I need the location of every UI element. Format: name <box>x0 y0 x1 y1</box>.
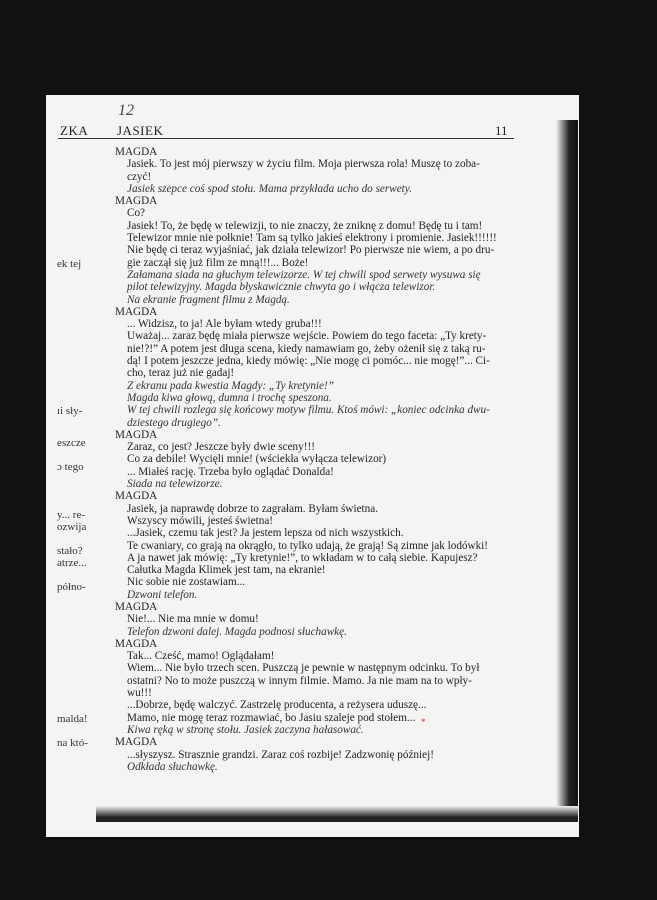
dialogue-line: Nic sobie nie zostawiam... <box>127 576 246 589</box>
stage-direction: Kiwa ręką w stronę stołu. Jasiek zaczyna hałasować. <box>127 723 364 736</box>
margin-fragment: ek tej <box>57 258 82 270</box>
red-mark: * <box>421 717 426 727</box>
dialogue-line: gie zaczął się już film ze mną!!!... Boże! <box>127 256 309 269</box>
stage-direction: Jasiek szepce coś spod stołu. Mama przykłada ucho do serwety. <box>127 182 412 195</box>
dialogue-line: Telewizor mnie nie połknie! Tam są tylko jakieś elektrony i promienie. Jasiek!!!!!! <box>127 232 497 245</box>
page-number: 11 <box>495 123 508 138</box>
character-name: MAGDA <box>115 637 158 650</box>
dialogue-line: ...Dobrze, będę walczyć. Zastrzelę producenta, a reżysera uduszę... <box>127 699 427 712</box>
dialogue-line: A ja nawet jak mówię: „Ty kretynie!”, to wkładam w to całą siebie. Kapujesz? <box>127 551 478 564</box>
dialogue-line: nie!?!” A potem jest długa scena, kiedy namawiam go, żeby ożenił się z taką ru- <box>127 342 486 355</box>
margin-fragment: eszcze <box>57 437 86 449</box>
margin-fragment: y... re- <box>57 509 85 521</box>
stage-direction: Magda kiwa głową, dumna i trochę speszona. <box>127 391 332 404</box>
stage-direction: Z ekranu pada kwestia Magdy: „Ty kretynie!” <box>127 379 334 392</box>
stage-direction: pilot telewizyjny. Magda błyskawicznie chwyta go i włącza telewizor. <box>127 281 436 294</box>
dialogue-line: Zaraz, co jest? Jeszcze były dwie sceny!!! <box>127 441 315 454</box>
stage-direction: dziestego drugiego”. <box>127 416 221 429</box>
margin-fragment: ozwija <box>57 521 87 533</box>
character-name: MAGDA <box>115 428 158 441</box>
margin-fragment: malda! <box>57 713 88 725</box>
dialogue-line: ... Widzisz, to ja! Ale byłam wtedy gruba!!! <box>127 318 322 331</box>
stage-direction: Telefon dzwoni dalej. Magda podnosi słuchawkę. <box>127 625 347 638</box>
stage-direction: Załamana siada na głuchym telewizorze. W tej chwili spod serwety wysuwa się <box>127 268 481 281</box>
stage-direction: Odkłada słuchawkę. <box>127 760 218 773</box>
dialogue-line: Jasiek, ja naprawdę dobrze to zagrałam. Byłam świetna. <box>127 502 379 515</box>
dialogue-line: dą! I potem jeszcze jedna, kiedy mówię: „Nie mogę ci pomóc... nie mogę!”... Ci- <box>127 355 490 368</box>
character-name: MAGDA <box>115 490 158 503</box>
page-edge-shadow <box>556 120 578 810</box>
stage-direction: Dzwoni telefon. <box>127 588 198 601</box>
header-title: JASIEK <box>117 123 164 138</box>
dialogue-line: cho, teraz już nie gadaj! <box>127 367 235 380</box>
dialogue-line: Całutka Magda Klimek jest tam, na ekranie! <box>127 564 326 577</box>
margin-fragment: atrze... <box>57 557 87 569</box>
dialogue-line: czyć! <box>127 170 152 183</box>
dialogue-line: Co za debile! Wycięli mnie! (wściekła wyłącza telewizor) <box>127 453 387 466</box>
dialogue-line: Uważaj... zaraz będę miała pierwsze wejście. Powiem do tego faceta: „Ty krety- <box>127 330 487 343</box>
handwritten-page-number: 12 <box>118 102 134 119</box>
dialogue-line: wu!!! <box>127 687 152 700</box>
character-name: MAGDA <box>115 736 158 749</box>
dialogue-line: Jasiek. To jest mój pierwszy w życiu film. Moja pierwsza rola! Muszę to zoba- <box>127 158 480 171</box>
margin-fragment: ıi sły- <box>57 405 83 417</box>
margin-fragment: ɔ tego <box>57 461 84 473</box>
dialogue-line: Te cwaniary, co grają na okrągło, to tylko udają, że grają! Są zimne jak lodówki! <box>127 539 489 552</box>
dialogue-line: Nie!... Nie ma mnie w domu! <box>127 613 259 626</box>
dialogue-line: ... Miałeś rację. Trzeba było oglądać Donalda! <box>127 465 334 478</box>
page-bottom-shadow <box>96 806 578 822</box>
stage-direction: W tej chwili rozlega się końcowy motyw filmu. Ktoś mówi: „koniec odcinka dwu- <box>127 404 490 417</box>
dialogue-line: Tak... Cześć, mamo! Oglądałam! <box>127 650 275 663</box>
dialogue-line: Mamo, nie mogę teraz rozmawiać, bo Jasiu szaleje pod stołem... <box>127 711 416 724</box>
dialogue-line: Wszyscy mówili, jesteś świetna! <box>127 514 274 527</box>
header-left-fragment: ZKA <box>60 123 89 138</box>
stage-direction: Siada na telewizorze. <box>127 478 223 491</box>
dialogue-line: ostatni? No to może puszczą w innym filmie. Mamo. Ja nie mam na to wpły- <box>127 674 472 687</box>
dialogue-line: Jasiek! To, że będę w telewizji, to nie znaczy, że zniknę z domu! Będę tu i tam! <box>127 219 483 232</box>
character-name: MAGDA <box>115 195 158 208</box>
margin-fragment: na któ- <box>57 737 88 749</box>
margin-fragment: półno- <box>57 581 86 593</box>
script-text <box>115 146 509 773</box>
dialogue-line: Co? <box>127 207 146 220</box>
header-rule <box>58 138 514 139</box>
dialogue-line: ...Jasiek, czemu tak jest? Ja jestem lepsza od nich wszystkich. <box>127 527 404 540</box>
dialogue-line: ...słyszysz. Strasznie grandzi. Zaraz coś rozbije! Zadzwonię później! <box>127 748 434 761</box>
dialogue-line: Wiem... Nie było trzech scen. Puszczą je pewnie w następnym odcinku. To był <box>127 662 480 675</box>
dialogue-line: Nie będę ci teraz wyjaśniać, jak działa telewizor! Po pierwsze nie wiem, a po dru- <box>127 244 495 257</box>
character-name: MAGDA <box>115 146 158 158</box>
character-name: MAGDA <box>115 305 158 318</box>
character-name: MAGDA <box>115 600 158 613</box>
margin-fragment: stało? <box>57 545 83 557</box>
stage-direction: Na ekranie fragment filmu z Magdą. <box>127 293 290 306</box>
